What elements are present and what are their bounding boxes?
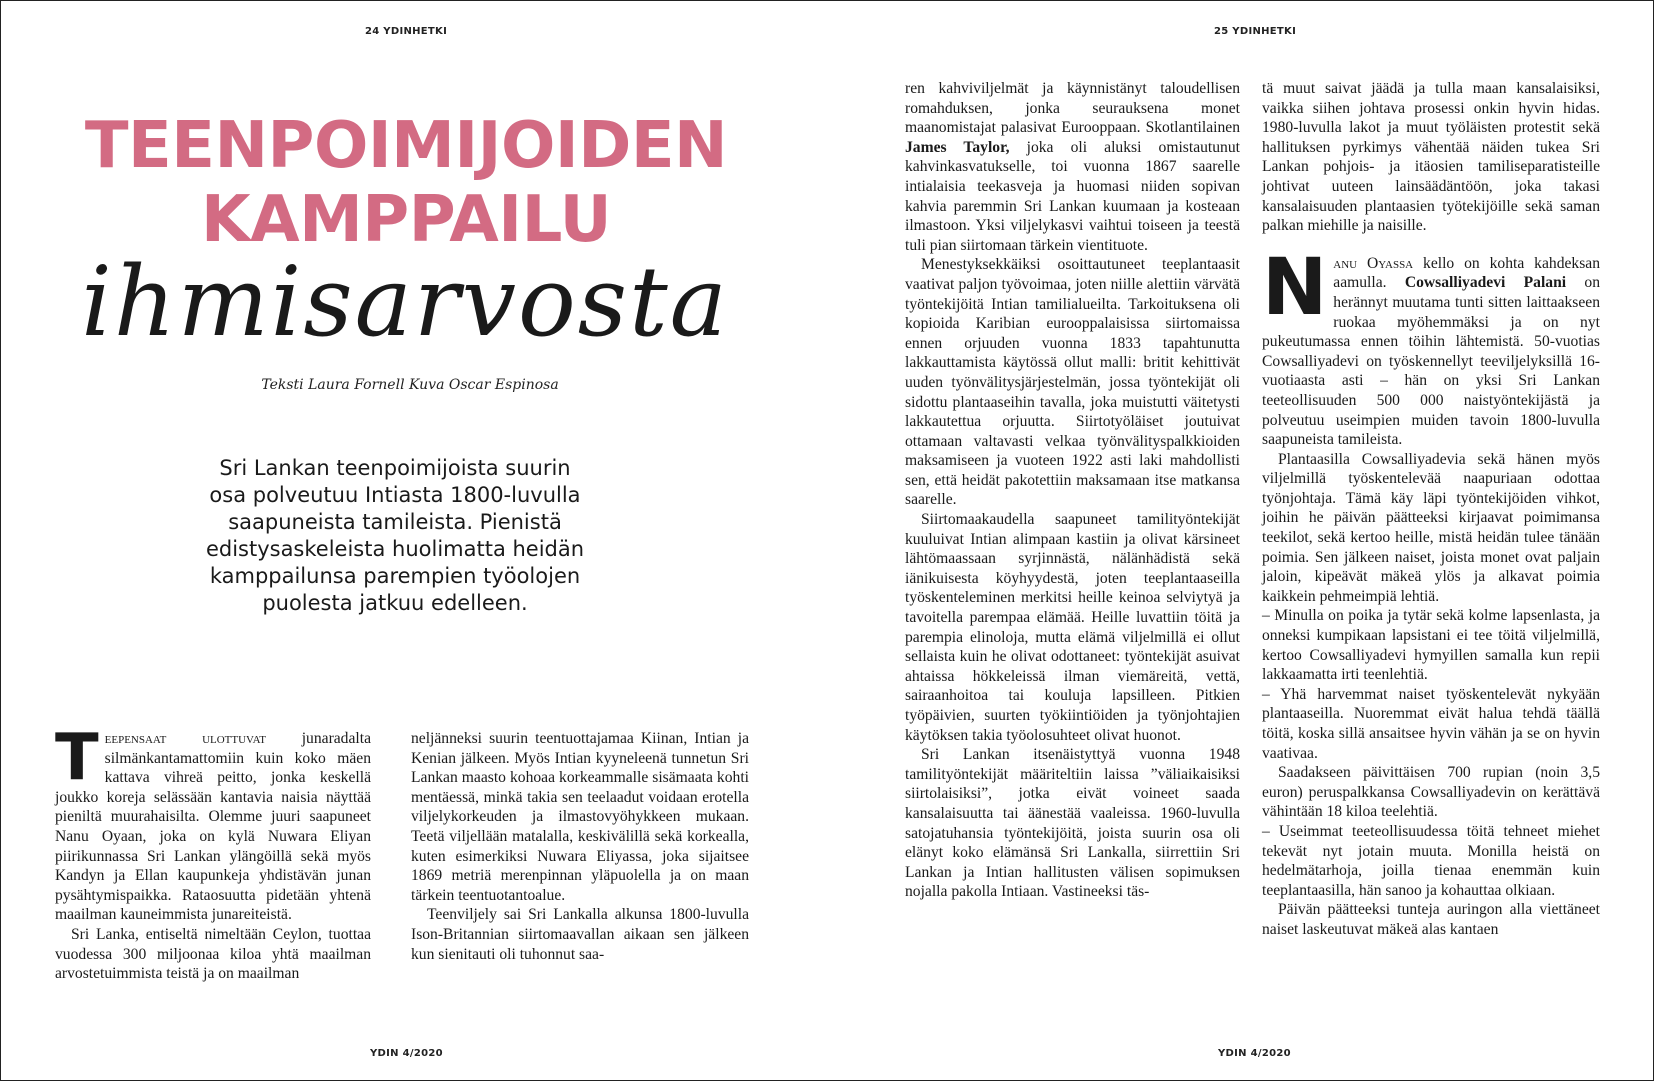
paragraph [1262, 242, 1601, 450]
column-4 [1262, 79, 1600, 940]
title-line-1: TEENPOIMIJOIDEN [84, 109, 728, 183]
paragraph: – Yhä harvemmat naiset työskentelevät nykyään plantaaseilla. Nuoremmat eivät halua tehdä täällä töitä, koska sillä ansaitsee hyvin vähän ja se on hyvin vaativaa. [1262, 685, 1600, 762]
column-3 [905, 79, 1240, 902]
paragraph: Plantaasilla Cowsalliyadevia sekä hänen myös viljelmillä työskentelevää naapuriaan odottaa työnjohtaja. Tämä käy läpi työntekijöiden vihkot, joihin he päivän päätteeksi kirjaavat poimimansa teekilot, sekä kertoo heille, mistä heidän tulee tänään poimia. Sen jälkeen naiset, joista monet ovat paljain jaloin, kipeävät mäkeä ylös ja alkavat poimia kaikkein pehmeimpiä lehtiä. [1262, 450, 1600, 605]
paragraph: neljänneksi suurin teentuottajamaa Kiinan, Intian ja Kenian jälkeen. Myös Intian kyyneleenä tunnetun Sri Lankan maasto kohoaa korkeammalle sisämaata kohti mentäessä, minkä takia sen teelaadut voidaan erotella viljelykorkeuden ja ilmastovyöhykkeen mukaan. Teetä viljellään matalalla, keskivälillä sekä korkealla, kuten esimerkiksi Nuwara Eliyassa, joka sijaitsee 1869 metriä merenpinnan yläpuolella ja on maan tärkein teentuotantoalue. [411, 730, 749, 904]
drop-cap: T [55, 721, 99, 795]
paragraph-text: joka oli aluksi omistautunut kahvinkasvatukselle, toi vuonna 1867 saarelle intialaisia teekasveja ja huomasi niiden sopivan kahvia paremmin Sri Lankan kuumaan ja kosteaan ilmastoon. Yksi viljelykasvi vaihtui toiseen ja teestä tuli pian siirtomaan tärkein vientituote. [905, 138, 1240, 254]
paragraph: Sri Lankan itsenäistyttyä vuonna 1948 tamilityöntekijät määriteltiin laissa ”väliaikaisiksi siirtolaisiksi”, jotka eivät voineet saada kansalaisuutta tai äänestää vaaleissa. 1960-luvulla satojatuhansia työntekijöitä, joista suurin osa oli elänyt koko elämänsä Sri Lankalla, siirrettiin Sri Lankan ja Intian hallitusten välisen sopimuksen nojalla pakolla Intiaan. Vastineeksi täs- [905, 746, 1240, 901]
bold-name: James Taylor, [905, 138, 1010, 156]
byline: Teksti Laura Fornell Kuva Oscar Espinosa [261, 377, 559, 393]
paragraph: – Minulla on poika ja tytär sekä kolme lapsenlasta, ja onneksi kumpikaan lapsistani ei tee töitä viljelmillä, kertoo Cowsalliyadevi hymyillen samalla kun repii lakkaamatta irti teenlehtiä. [1262, 607, 1600, 684]
smallcaps-lead-in: eepensaat ulottuvat [104, 730, 267, 747]
column-1 [55, 721, 371, 984]
paragraph: – Useimmat teeteollisuudessa töitä tehneet miehet tekevät nyt jotain muuta. Monilla heistä on hedelmätarhoja, joilla tienaa enemmän kuin teeplantaasilla, hän sanoo ja kohauttaa olkiaan. [1262, 822, 1600, 899]
drop-cap: N [1262, 242, 1328, 333]
paragraph: Siirtomaakaudella saapuneet tamilityöntekijät kuuluivat Intian alimpaan kastiin ja olivat kärsineet lähtömaassaan syrjinnästä, nälänhädistä sekä iänikuisesta köyhyydestä, joten teeplantaaseilla työskenteleminen merkitsi heille keinoa selviytyä ja tavoitella parempaa elämää. Heille luvattiin töitä ja parempia elinoloja, mutta elämä viljelmillä ei ollut sellaista kuin he olivat odottaneet: työntekijät asuivat ahtaissa hökkeleissä ilman viemäreitä, vettä, sairaanhoitoa tai kouluja lapsilleen. Pitkien työpäivien, suurten työkiintiöiden ja työnjohtajien käytöksen takia työolosuhteet olivat huonot. [905, 511, 1240, 744]
paragraph-text: junaradalta silmänkantamattomiin kuin koko mäen kattava vihreä peitto, jonka keskellä joukko koreja selässään kantavia naisia näyttää pieniltä muurahaisilta. Olemme juuri saapuneet Nanu Oyaan, joka on kylä Nuwara Eliyan piirikunnassa Sri Lankan ylängöillä sekä myös Kandyn ja Ellan kaupunkeja yhdistävän junan pysähtymispaikka. Rataosuutta pidetään yhtenä maailman kauneimmista junareiteistä. [55, 730, 371, 924]
smallcaps-lead-in: anu Oyassa [1333, 254, 1414, 272]
paragraph-text: kello on kohta kahdeksan aamulla. [1333, 254, 1600, 292]
paragraph [55, 721, 371, 925]
column-2 [411, 729, 749, 964]
paragraph-text: on herännyt muutama tunti sitten laittaakseen ruokaa myöhemmäksi ja on nyt pukeutumassa ennen töihin lähtemistä. 50-vuotias Cowsalliyadevi on työskennellyt teeviljelyksillä 16-vuotiaasta asti – hän on yksi Sri Lankan teeteollisuuden 500 000 naistyöntekijästä ja polveutuu useimpien muiden tavoin 1800-luvulla saapuneista tamileista. [1262, 274, 1601, 449]
left-folio: YDIN 4/2020 [370, 1048, 443, 1059]
bold-name: Cowsalliyadevi Palani [1404, 274, 1567, 292]
lead-paragraph: Sri Lankan teenpoimijoista suurin osa polveutuu Intiasta 1800-luvulla saapuneista tamileista. Pienistä edistysaskeleista huolimatta heidän kamppailunsa parempien työolojen puolesta jatkuu edelleen. [205, 456, 585, 615]
paragraph: Saadakseen päivittäisen 700 rupian (noin 3,5 euron) peruspalkkansa Cowsalliyadevin on kerättävä vähintään 18 kiloa teelehtiä. [1262, 764, 1600, 821]
paragraph: Menestyksekkäiksi osoittautuneet teeplantaasit vaativat paljon työvoimaa, joten niille alettiin värvätä työntekijöitä Intian tamilialueilta. Tarkoituksena oli kopioida Karibian eurooppalaisissa siirtomaissa ennen orjuuden vuonna 1833 tapahtunutta lakkauttamista käytössä ollut malli: britit kehittivät uuden työnvälitysjärjestelmän, jossa työntekijät oli sidottu plantaaseihin tavalla, joka muistutti väitetysti lakkautettua orjuutta. Siirtotyöläiset joutuivat ottamaan valtavasti velkaa työnvälityspalkkioiden maksamiseen ja vuoteen 1922 asti laki mahdollisti sen, että heidät pakotettiin maksamaan itse matkansa saarelle. [905, 256, 1240, 509]
paragraph: tä muut saivat jäädä ja tulla maan kansalaisiksi, vaikka siihen johtava prosessi onkin hyvin hidas. 1980-luvulla lakot ja muut työläisten protestit sekä hallituksen pyrkimys vähentää näiden tukea Sri Lankan pohjois- ja itäosien tamiliseparatisteille johtivat uuteen lainsäädäntöön, joka takasi kansalaisuuden plantaasien työtekijöille sekä saman palkan miehille ja naisille. [1262, 80, 1600, 235]
right-folio: YDIN 4/2020 [1218, 1048, 1291, 1059]
title-line-3: ihmisarvosta [81, 246, 729, 358]
paragraph: Päivän päätteeksi tunteja auringon alla viettäneet naiset laskeutuvat mäkeä alas kantaen [1262, 901, 1600, 938]
right-running-head: 25 YDINHETKI [1214, 26, 1297, 37]
paragraph [905, 79, 1240, 255]
title-line-2: KAMPPAILU [200, 183, 612, 257]
left-running-head: 24 YDINHETKI [365, 26, 448, 37]
paragraph: Sri Lanka, entiseltä nimeltään Ceylon, tuottaa vuodessa 300 miljoonaa kiloa yhtä maailman arvostetuimmista teistä ja on maailman [55, 925, 371, 983]
paragraph-text: ren kahviviljelmät ja käynnistänyt taloudellisen romahduksen, jonka seurauksena monet maanomistajat palasivat Eurooppaan. Skotlantilainen [905, 80, 1240, 137]
paragraph: Teenviljely sai Sri Lankalla alkunsa 1800-luvulla Ison-Britannian siirtomaavallan aikaan sen jälkeen kun sienitauti oli tuhonnut saa- [411, 906, 749, 963]
